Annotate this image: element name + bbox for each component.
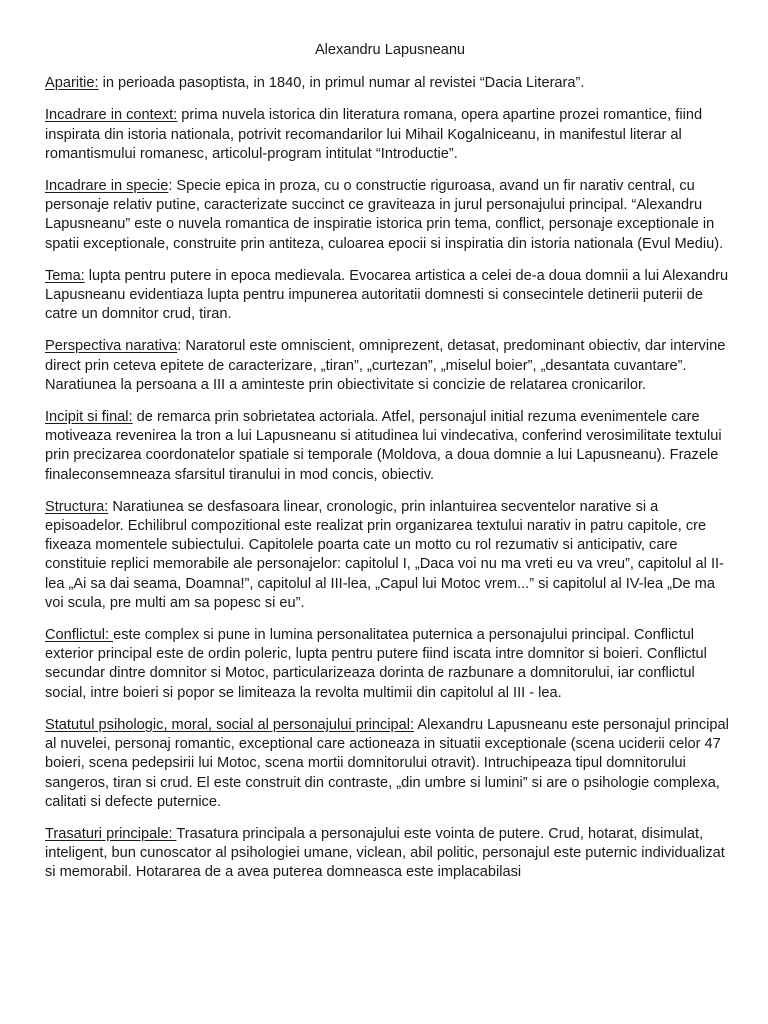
section-incadrare-context xyxy=(45,106,735,164)
section-incipit-final xyxy=(45,408,735,485)
section-label: Structura: xyxy=(45,498,109,515)
section-aparitie xyxy=(45,74,735,93)
section-label: Statutul psihologic, moral, social al personajului principal: xyxy=(45,716,415,733)
section-statutul xyxy=(45,716,735,812)
document-title: Alexandru Lapusneanu xyxy=(314,42,466,58)
section-conflictul xyxy=(45,626,735,703)
section-label: Incipit si final: xyxy=(45,409,133,426)
section-structura xyxy=(45,498,735,613)
section-incadrare-specie xyxy=(45,177,735,254)
section-text: este complex si pune in lumina personalitatea puternica a personajului principal. Conflictul exterior principal este de ordin poleric, lupta pentru putere fiind iscata intre domnitor si boieri. Conflictul secundar dintre domnitor si Motoc, particularizeaza dorinta de razbunare a domnitorului, iar conflictul social, intre boieri si popor se limiteaza la revolta multimii din capitolul al III - lea. xyxy=(45,627,707,701)
section-perspectiva-narativa xyxy=(45,337,735,395)
section-label: Tema: xyxy=(45,267,85,284)
section-text: Naratiunea se desfasoara linear, cronologic, prin inlantuirea secventelor narative si a episoadelor. Echilibrul compozitional este realizat prin organizarea textului narativ in patru capitole, cre fixeaza momentele subiectului. Capitolele poarta cate un motto cu rol rezumativ si anticipativ, care constituie replici memorabile ale personajelor: capitolul I, „Daca voi nu ma vreti eu va vreu”, capitolul al II-lea „Ai sa dai seama, Doamna!”, capitolul al III-lea, „Capul lui Motoc vrem...” si capitolul al IV-lea „De ma voi scula, pre multi am sa popesc si eu”. xyxy=(45,498,724,611)
section-trasaturi xyxy=(45,825,735,883)
document-page xyxy=(45,41,735,896)
section-text: Trasatura principala a personajului este vointa de putere. Crud, hotarat, disimulat, inteligent, bun cunoscator al psihologiei umane, viclean, abil politic, personajul este puternic individualizat si memorabil. Hotararea de a avea puterea domneasca este implacabilasi xyxy=(45,825,725,881)
section-label: Incadrare in specie xyxy=(45,178,169,195)
section-label: Conflictul: xyxy=(45,627,114,644)
section-text: in perioada pasoptista, in 1840, in primul numar al revistei “Dacia Literara”. xyxy=(98,75,585,92)
section-label: Trasaturi principale: xyxy=(45,825,177,842)
section-tema xyxy=(45,267,735,325)
section-text: Alexandru Lapusneanu este personajul principal al nuvelei, personaj romantic, exceptional care actioneaza in situatii exceptionale (scena uciderii celor 47 boieri, scena pedepsirii lui Motoc, scena mortii domnitorului otravit). Intruchipeaza tipul domnitorului sangeros, tiran si crud. El este construit din contraste, „din umbre si lumini” si are o psihologie complexa, calitati si defecte puternice. xyxy=(45,716,729,810)
section-label: Incadrare in context: xyxy=(45,107,178,124)
section-text: lupta pentru putere in epoca medievala. Evocarea artistica a celei de-a doua domnii a lui Alexandru Lapusneanu evidentiaza lupta pentru impunerea autoritatii domnesti si consecintele detinerii puterii de catre un domnitor crud, tiran. xyxy=(45,267,729,323)
section-label: Aparitie: xyxy=(45,75,99,92)
section-label: Perspectiva narativa xyxy=(45,338,178,355)
section-text: prima nuvela istorica din literatura romana, opera apartine prozei romantice, fiind inspirata din istoria nationala, potrivit recomandarilor lui Mihail Kogalniceanu, in manifestul literar al romantismului romanesc, articolul-program intitulat “Introductie”. xyxy=(45,107,703,162)
section-text: : Specie epica in proza, cu o constructie riguroasa, avand un fir narativ central, cu personaje relativ putine, caracterizate succinct ce graviteaza in jurul personajului principal. “Alexandru Lapusneanu” este o nuvela romantica de inspiratie istorica prin tema, conflict, personaje exceptionale in spatii exceptionale, construite prin antiteza, culoarea epocii si inspiratia din istoria nationala (Evul Mediu). xyxy=(45,178,724,252)
section-text: de remarca prin sobrietatea actoriala. Atfel, personajul initial rezuma evenimentele care motiveaza revenirea la tron a lui Lapusneanu si atitudinea lui vindecativa, conferind verosimilitate textului prin precizarea coordonatelor spatiale si temporale (Moldova, a doua domnie a lui Lapusneanu). Frazele finaleconsemneaza sfarsitul tiranului in mod concis, obiectiv. xyxy=(45,409,722,483)
section-text: : Naratorul este omniscient, omniprezent, detasat, predominant obiectiv, dar intervine direct prin ceteva epitete de caracterizare, „tiran”, „curtezan”, „miselul boier”, „desantata cuvantare”. Naratiunea la persoana a III a aminteste prin obiectivitate si concizie de relatarea cronicarilor. xyxy=(45,338,726,393)
